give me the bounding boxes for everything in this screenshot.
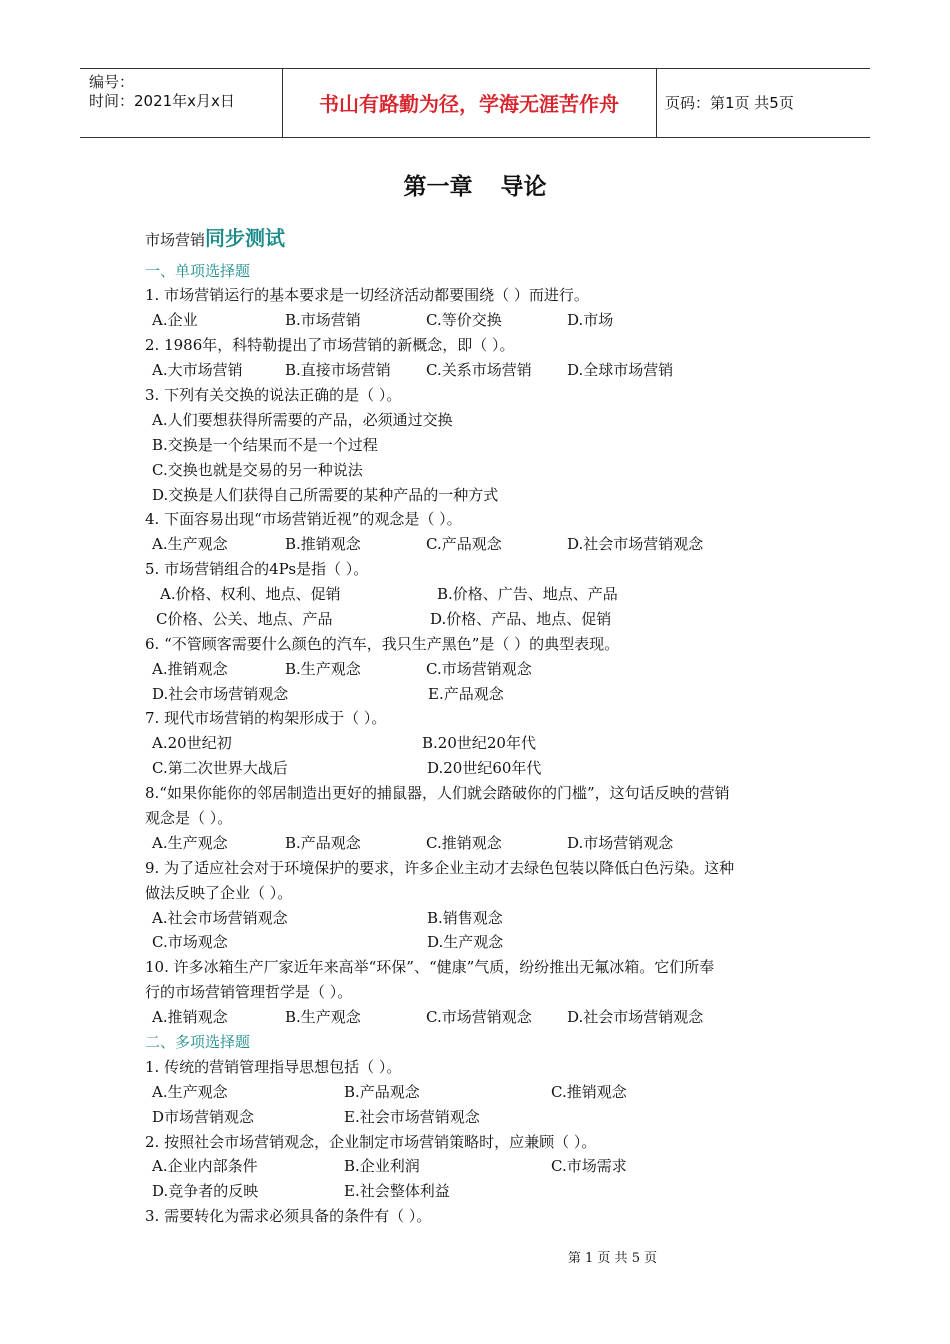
subtitle-prefix: 市场营销 xyxy=(145,231,206,249)
question-text: 7. 现代市场营销的构架形成于（ ）。 xyxy=(145,709,387,727)
option: A.推销观念 xyxy=(152,660,228,678)
option: C.市场需求 xyxy=(551,1157,627,1175)
option: C.等价交换 xyxy=(426,311,502,329)
subtitle-main: 同步测试 xyxy=(205,226,286,250)
option: B.推销观念 xyxy=(285,535,361,553)
option: B.直接市场营销 xyxy=(285,361,391,379)
chapter-name: 导论 xyxy=(500,174,547,200)
question-text: 2. 1986年，科特勒提出了市场营销的新概念，即（ ）。 xyxy=(145,336,515,354)
option: A.大市场营销 xyxy=(152,361,243,379)
option: D.交换是人们获得自己所需要的某种产品的一种方式 xyxy=(152,486,499,504)
option: D.全球市场营销 xyxy=(567,361,674,379)
option: C.推销观念 xyxy=(551,1083,627,1101)
option: C.市场营销观念 xyxy=(426,660,532,678)
option: B.生产观念 xyxy=(285,1008,361,1026)
header-page-info: 页码：第1页 共5页 xyxy=(665,94,794,112)
question-text: 3. 下列有关交换的说法正确的是（ ）。 xyxy=(145,386,402,404)
option: C价格、公关、地点、产品 xyxy=(156,610,333,628)
option: D市场营销观念 xyxy=(152,1108,255,1126)
question-text-continued: 行的市场营销管理哲学是（ ）。 xyxy=(145,983,353,1001)
option: E.产品观念 xyxy=(428,685,504,703)
option: E.社会市场营销观念 xyxy=(344,1108,480,1126)
option: D.价格、产品、地点、促销 xyxy=(430,610,612,628)
chapter-number: 第一章 xyxy=(403,174,473,200)
question-text: 1. 市场营销运行的基本要求是一切经济活动都要围绕（ ）而进行。 xyxy=(145,286,589,304)
header-divider xyxy=(656,69,657,137)
question-text: 5. 市场营销组合的4Ps是指（ ）。 xyxy=(145,560,369,578)
option: B.交换是一个结果而不是一个过程 xyxy=(152,436,378,454)
option: D.20世纪60年代 xyxy=(427,759,542,777)
time-label: 时间：2021年x月x日 xyxy=(89,92,235,110)
document-header xyxy=(80,68,870,138)
option: C.关系市场营销 xyxy=(426,361,532,379)
subtitle xyxy=(145,222,285,251)
option: A.生产观念 xyxy=(152,834,228,852)
option: A.人们要想获得所需要的产品，必须通过交换 xyxy=(152,411,453,429)
option: C.市场营销观念 xyxy=(426,1008,532,1026)
number-label: 编号： xyxy=(89,73,135,91)
option: D.社会市场营销观念 xyxy=(567,535,704,553)
question-text-continued: 做法反映了企业（ ）。 xyxy=(145,884,293,902)
header-motto: 书山有路勤为径，学海无涯苦作舟 xyxy=(319,92,619,116)
page-footer: 第 1 页 共 5 页 xyxy=(567,1251,658,1266)
option: B.市场营销 xyxy=(285,311,361,329)
option: D.市场营销观念 xyxy=(567,834,674,852)
option: C.第二次世界大战后 xyxy=(152,759,288,777)
option: B.价格、广告、地点、产品 xyxy=(437,585,618,603)
section-heading: 二、多项选择题 xyxy=(145,1033,251,1051)
question-text-continued: 观念是（ ）。 xyxy=(145,809,233,827)
option: C.市场观念 xyxy=(152,933,228,951)
option: D.市场 xyxy=(567,311,614,329)
header-meta xyxy=(89,73,235,111)
option: E.社会整体利益 xyxy=(344,1182,450,1200)
question-text: 4. 下面容易出现“市场营销近视”的观念是（ ）。 xyxy=(145,510,462,528)
option: B.生产观念 xyxy=(285,660,361,678)
option: D.社会市场营销观念 xyxy=(152,685,289,703)
option: B.20世纪20年代 xyxy=(422,734,536,752)
question-text: 9. 为了适应社会对于环境保护的要求，许多企业主动才去绿色包装以降低白色污染。这种 xyxy=(145,859,735,877)
option: A.社会市场营销观念 xyxy=(152,909,288,927)
option: B.销售观念 xyxy=(427,909,503,927)
option: A.企业 xyxy=(152,311,198,329)
option: A.价格、权利、地点、促销 xyxy=(160,585,341,603)
option: A.生产观念 xyxy=(152,1083,228,1101)
option: C.推销观念 xyxy=(426,834,502,852)
question-text: 10. 许多冰箱生产厂家近年来高举“环保”、“健康”气质，纷纷推出无氟冰箱。它们所奉 xyxy=(145,958,715,976)
option: A.推销观念 xyxy=(152,1008,228,1026)
option: A.生产观念 xyxy=(152,535,228,553)
option: A.企业内部条件 xyxy=(152,1157,258,1175)
section-heading: 一、单项选择题 xyxy=(145,262,251,280)
option: D.社会市场营销观念 xyxy=(567,1008,704,1026)
question-text: 8.“如果你能你的邻居制造出更好的捕鼠器，人们就会踏破你的门槛”，这句话反映的营销 xyxy=(145,784,730,802)
option: B.产品观念 xyxy=(285,834,361,852)
option: B.产品观念 xyxy=(344,1083,420,1101)
option: D.竞争者的反映 xyxy=(152,1182,259,1200)
option: C.产品观念 xyxy=(426,535,502,553)
option: A.20世纪初 xyxy=(152,734,232,752)
chapter-title xyxy=(0,168,950,201)
option: D.生产观念 xyxy=(427,933,504,951)
question-text: 3. 需要转化为需求必须具备的条件有（ ）。 xyxy=(145,1207,432,1225)
option: C.交换也就是交易的另一种说法 xyxy=(152,461,363,479)
option: B.企业利润 xyxy=(344,1157,420,1175)
question-text: 2. 按照社会市场营销观念，企业制定市场营销策略时，应兼顾（ ）。 xyxy=(145,1133,597,1151)
question-text: 1. 传统的营销管理指导思想包括（ ）。 xyxy=(145,1058,402,1076)
question-text: 6. “不管顾客需要什么颜色的汽车，我只生产黑色”是（ ）的典型表现。 xyxy=(145,635,620,653)
